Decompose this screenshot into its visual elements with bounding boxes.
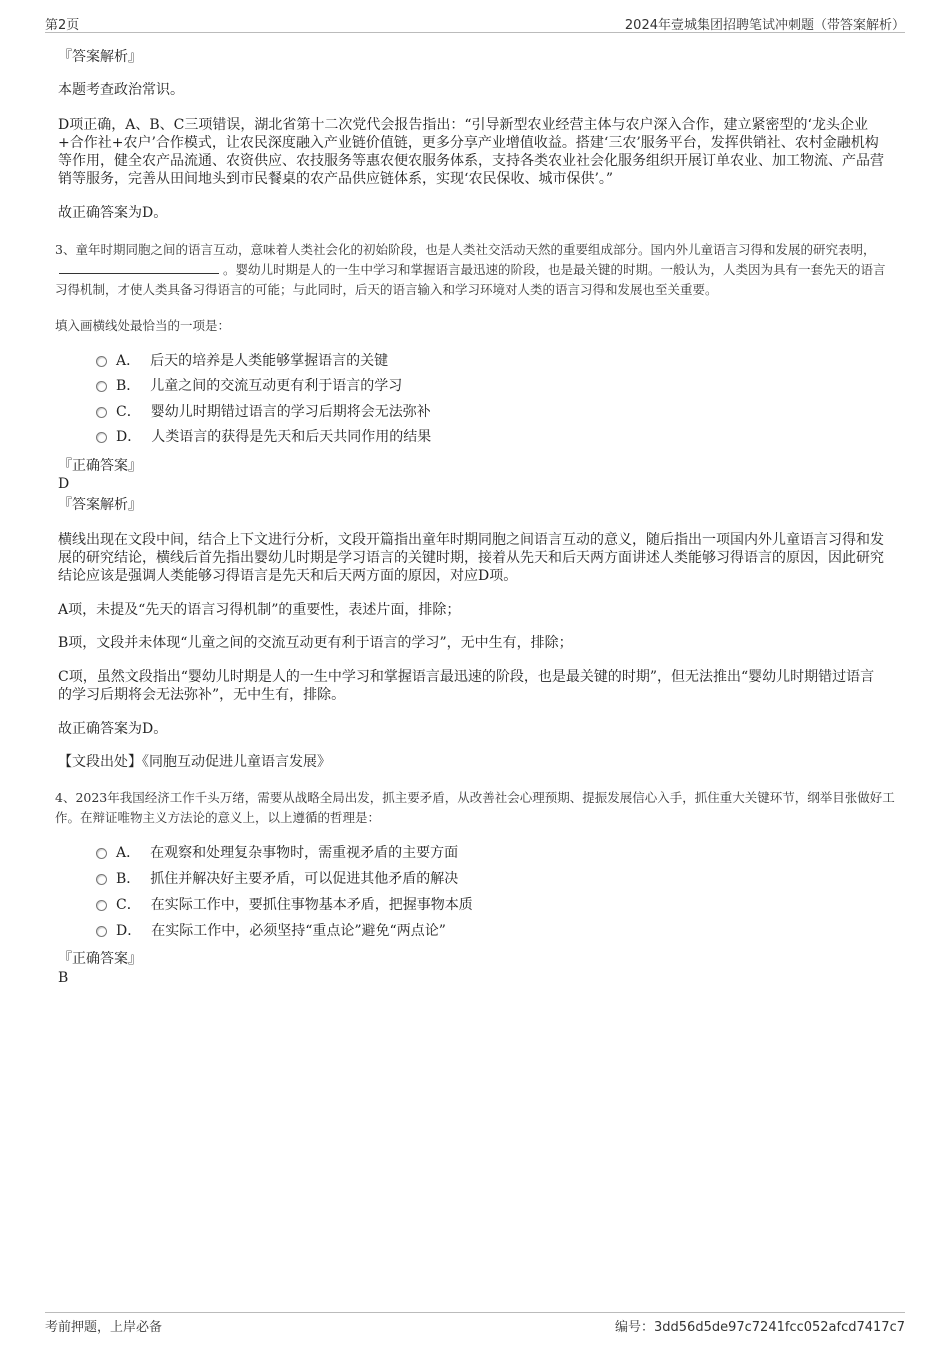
- option-letter: C．: [116, 404, 141, 420]
- q3-analysis-b: B项，文段并未体现“儿童之间的交流互动更有利于语言的学习”，无中生有，排除；: [58, 635, 573, 651]
- q3-option-b[interactable]: [96, 377, 402, 395]
- q3-analysis-c: C项，虽然文段指出“婴幼儿时期是人的一生中学习和掌握语言最迅速的阶段，也是最关键的时期”，但无法推出“婴幼儿时期错过语言的学习后期将会无法弥补”，无中生有，排除。: [58, 669, 875, 703]
- option-letter: B．: [116, 378, 141, 394]
- analysis-label-prev: 『答案解析』: [58, 49, 142, 65]
- question-3-prompt: 填入画横线处最恰当的一项是：: [55, 318, 231, 333]
- option-text: 后天的培养是人类能够掌握语言的关键: [150, 353, 389, 369]
- q3-analysis-main: 横线出现在文段中间，结合上下文进行分析，文段开篇指出童年时期同胞之间语言互动的意义，随后指出一项国内外儿童语言习得和发展的研究结论，横线后首先指出婴幼儿时期是学习语言的关键时期，接着从先天和后天两方面讲述人类能够习得语言的原因，因此研究结论应该是强调人类能够习得语言是先天和后天两方面的原因，对应D项。: [58, 532, 884, 584]
- q3-conclusion: 故正确答案为D。: [58, 721, 168, 737]
- q4-answer-label: 『正确答案』: [58, 951, 142, 967]
- q3-answer: D: [58, 476, 70, 492]
- q4-answer: B: [58, 970, 69, 986]
- q3-option-a[interactable]: [96, 352, 388, 370]
- radio-icon[interactable]: [96, 381, 107, 392]
- document-title: 2024年壹城集团招聘笔试冲刺题（带答案解析）: [624, 18, 905, 33]
- option-letter: A．: [116, 845, 141, 861]
- radio-icon[interactable]: [96, 848, 107, 859]
- answer-conclusion-prev: 故正确答案为D。: [58, 205, 168, 221]
- radio-icon[interactable]: [96, 926, 107, 937]
- page-number: 第2页: [45, 18, 80, 33]
- q4-option-b[interactable]: [96, 870, 458, 888]
- q3-source: 【文段出处】《同胞互动促进儿童语言发展》: [58, 754, 331, 770]
- option-letter: A．: [116, 353, 141, 369]
- radio-icon[interactable]: [96, 356, 107, 367]
- q3-answer-label: 『正确答案』: [58, 458, 142, 474]
- question-3-stem-after: 。婴幼儿时期是人的一生中学习和掌握语言最迅速的阶段，也是最关键的时期。一般认为，人类因为具有一套先天的语言习得机制，才使人类具备习得语言的可能；与此同时，后天的语言输入和学习环境对人类的语言习得和发展也至关重要。: [55, 262, 886, 297]
- option-text: 人类语言的获得是先天和后天共同作用的结果: [151, 429, 432, 445]
- q4-option-c[interactable]: [96, 896, 473, 914]
- option-text: 儿童之间的交流互动更有利于语言的学习: [150, 378, 403, 394]
- option-text: 在实际工作中，必须坚持“重点论”避免“两点论”: [151, 923, 446, 939]
- option-letter: B．: [116, 871, 141, 887]
- question-4-stem: 4、2023年我国经济工作千头万绪，需要从战略全局出发，抓主要矛盾，从改善社会心理预期、提振发展信心入手，抓住重大关键环节，纲举目张做好工作。在辩证唯物主义方法论的意义上，以上遵循的哲理是：: [55, 790, 895, 825]
- page-footer: [45, 1312, 905, 1337]
- analysis-intro: 本题考查政治常识。: [58, 82, 184, 98]
- footer-slogan: 考前押题，上岸必备: [45, 1320, 163, 1335]
- analysis-body: D项正确，A、B、C三项错误，湖北省第十二次党代会报告指出：“引导新型农业经营主体与农户深入合作，建立紧密型的‘龙头企业+合作社+农户’合作模式，让农民深度融入产业链价值链，更多分享产业增值收益。搭建‘三农’服务平台，发挥供销社、农村金融机构等作用，健全农产品流通、农资供应、农技服务等惠农便农服务体系，支持各类农业社会化服务组织开展订单农业、加工物流、产品营销等服务，完善从田间地头到市民餐桌的农产品供应链体系，实现‘农民保收、城市保供’。”: [58, 117, 884, 187]
- option-text: 婴幼儿时期错过语言的学习后期将会无法弥补: [150, 404, 431, 420]
- q3-analysis-label: 『答案解析』: [58, 497, 142, 513]
- option-text: 抓住并解决好主要矛盾，可以促进其他矛盾的解决: [150, 871, 459, 887]
- radio-icon[interactable]: [96, 874, 107, 885]
- radio-icon[interactable]: [96, 900, 107, 911]
- page-header: [45, 14, 905, 33]
- option-text: 在观察和处理复杂事物时，需重视矛盾的主要方面: [150, 845, 459, 861]
- option-letter: C．: [116, 897, 141, 913]
- question-3-stem-before: 3、童年时期同胞之间的语言互动，意味着人类社会化的初始阶段，也是人类社交活动天然的重要组成部分。国内外儿童语言习得和发展的研究表明，: [55, 242, 876, 257]
- option-letter: D．: [116, 429, 142, 445]
- q4-option-d[interactable]: [96, 922, 446, 940]
- q3-analysis-a: A项，未提及“先天的语言习得机制”的重要性，表述片面，排除；: [58, 602, 461, 618]
- radio-icon[interactable]: [96, 407, 107, 418]
- q4-option-a[interactable]: [96, 844, 458, 862]
- fill-blank: [59, 260, 219, 274]
- option-letter: D．: [116, 923, 142, 939]
- option-text: 在实际工作中，要抓住事物基本矛盾，把握事物本质: [150, 897, 473, 913]
- radio-icon[interactable]: [96, 432, 107, 443]
- q3-option-d[interactable]: [96, 428, 431, 446]
- document-id: 编号：3dd56d5de97c7241fcc052afcd7417c7: [615, 1320, 905, 1335]
- q3-option-c[interactable]: [96, 403, 431, 421]
- question-3-stem: [55, 240, 897, 300]
